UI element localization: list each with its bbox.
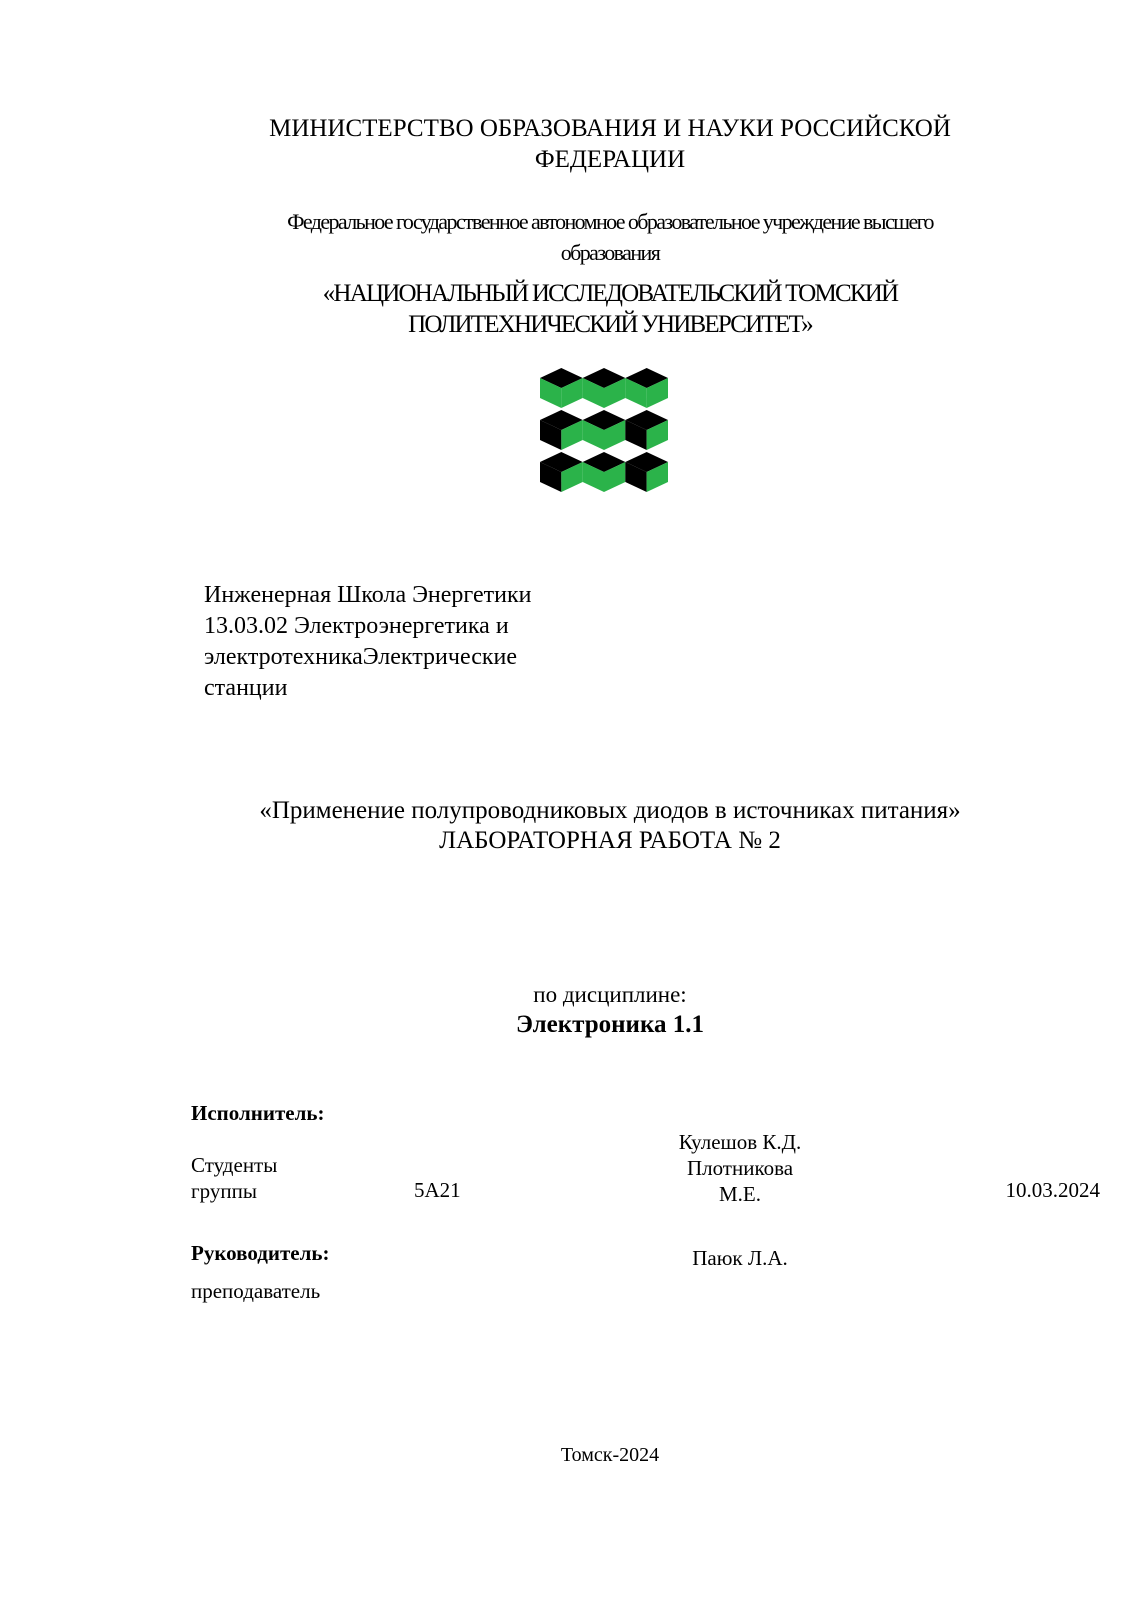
ministry-line: МИНИСТЕРСТВО ОБРАЗОВАНИЯ И НАУКИ РОССИЙСКОЙ xyxy=(269,115,951,142)
executor-heading: Исполнитель: xyxy=(191,1101,325,1125)
city-year: Томск-2024 xyxy=(560,1444,660,1466)
executor-names xyxy=(660,1129,820,1207)
work-title: «Применение полупроводниковых диодов в источниках питания» xyxy=(259,797,961,824)
submission-date: 10.03.2024 xyxy=(1005,1178,1100,1202)
teacher-label: преподаватель xyxy=(191,1279,321,1303)
university-line: «НАЦИОНАЛЬНЫЙ ИССЛЕДОВАТЕЛЬСКИЙ ТОМСКИЙ xyxy=(322,280,898,307)
discipline-name: Электроника 1.1 xyxy=(516,1011,704,1038)
university-line: ПОЛИТЕХНИЧЕСКИЙ УНИВЕРСИТЕТ» xyxy=(408,311,812,338)
work-number: ЛАБОРАТОРНАЯ РАБОТА № 2 xyxy=(439,827,781,854)
school-line: электротехникаЭлектрические xyxy=(204,644,518,670)
leader-heading: Руководитель: xyxy=(191,1241,330,1265)
school-block xyxy=(204,580,584,704)
ministry-line: ФЕДЕРАЦИИ xyxy=(534,146,686,173)
discipline-label: по дисциплине: xyxy=(533,982,687,1007)
students-line: Студенты xyxy=(191,1153,278,1177)
federal-line: Федеральное государственное автономное образовательное учреждение высшего xyxy=(287,209,933,234)
school-line: Инженерная Школа Энергетики xyxy=(204,582,532,608)
federal-institution xyxy=(180,206,1040,268)
executor-name-line: Кулешов К.Д. xyxy=(678,1130,802,1154)
tpu-logo-icon xyxy=(540,368,668,496)
school-line: станции xyxy=(204,675,288,701)
university-name xyxy=(180,278,1040,340)
leader-name: Паюк Л.А. xyxy=(692,1246,788,1270)
federal-line: образования xyxy=(560,240,660,265)
group-number: 5А21 xyxy=(414,1178,461,1202)
students-line: группы xyxy=(191,1179,257,1203)
work-title-block xyxy=(150,796,1070,856)
school-line: 13.03.02 Электроэнергетика и xyxy=(204,613,509,639)
students-label xyxy=(191,1152,311,1204)
executor-name-line: М.Е. xyxy=(719,1182,761,1206)
ministry-heading xyxy=(180,113,1040,175)
executor-name-line: Плотникова xyxy=(686,1156,794,1180)
